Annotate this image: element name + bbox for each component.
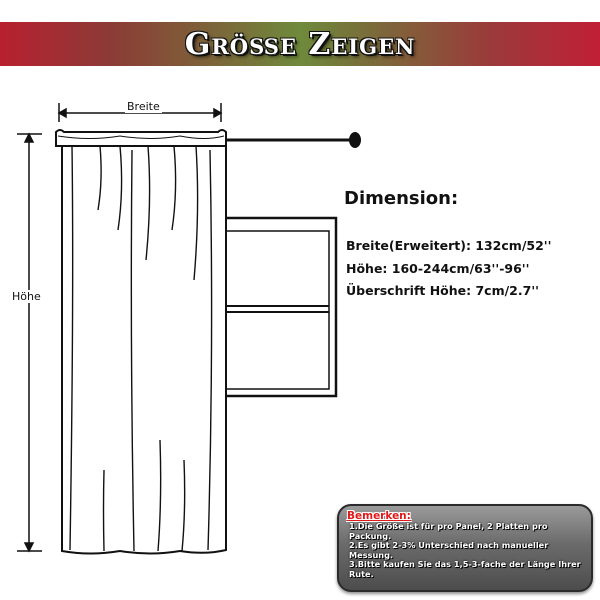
- spec-header-height: Überschrift Höhe: 7cm/2.7'': [346, 283, 539, 298]
- dimension-heading: Dimension:: [344, 188, 459, 209]
- note-item: 2.Es gibt 2-3% Unterschied nach manueller Messung.: [349, 540, 549, 560]
- height-label: Höhe: [12, 290, 41, 303]
- note-item: 1.Die Größe ist für pro Panel, 2 Platten pro Packung.: [349, 521, 548, 541]
- notes-title: Bemerken:: [347, 510, 411, 522]
- spec-height: Höhe: 160-244cm/63''-96'': [346, 261, 530, 276]
- notes-box: [337, 504, 593, 592]
- rod-finial: [349, 132, 361, 148]
- width-label: Breite: [127, 100, 160, 113]
- curtain-panel: [56, 130, 226, 554]
- banner-title: Größe Zeigen: [184, 26, 416, 62]
- note-item: 3.Bitte kaufen Sie das 1,5-3-fache der Länge Ihrer Rute.: [349, 559, 581, 579]
- spec-width: Breite(Erweitert): 132cm/52'': [346, 238, 552, 253]
- window: [218, 218, 336, 396]
- height-dimension: [17, 134, 42, 551]
- fold-line: [104, 470, 105, 551]
